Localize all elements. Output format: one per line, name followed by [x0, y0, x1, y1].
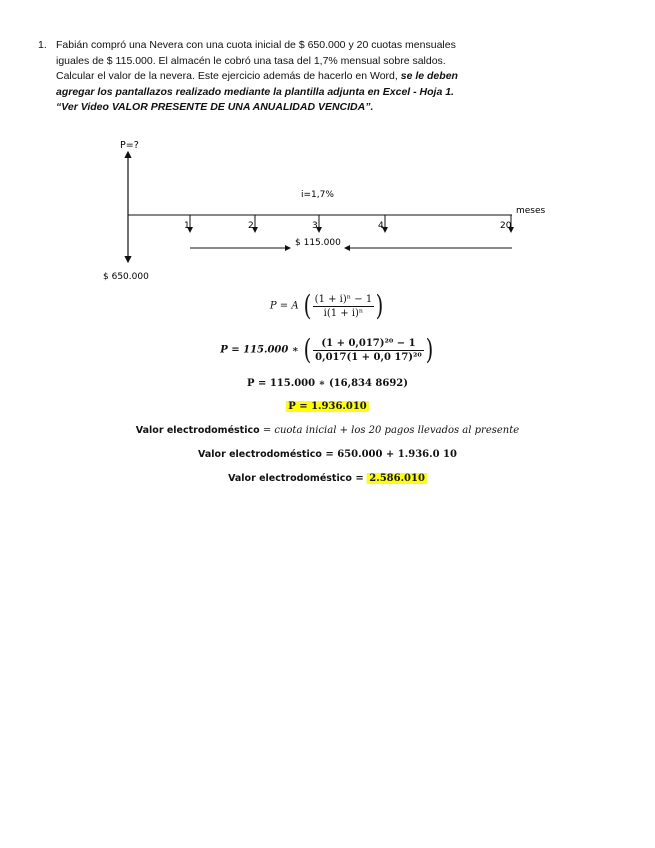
total-sum-expression: = 650.000 + 1.936.0 10 [325, 449, 457, 460]
formula-fraction [313, 294, 375, 319]
result-line [0, 401, 655, 412]
factor-line: P = 115.000 ∗ (16,834 8692) [246, 378, 408, 389]
problem-number: 1. [38, 39, 47, 51]
substituted-numerator: (1 + 0,017)²⁰ − 1 [313, 338, 424, 351]
problem-line-2: iguales de $ 115.000. El almacén le cobró una tasa del 1,7% mensual sobre saldos. [56, 54, 446, 67]
period-payments [190, 215, 511, 232]
total-value-label: Valor electrodoméstico [228, 473, 352, 484]
result-highlight: P = 1.936.010 [288, 401, 367, 412]
period-label-1: 1 [184, 221, 190, 231]
present-value-label: P=? [120, 140, 139, 151]
problem-emphasis-line-2: “Ver Video VALOR PRESENTE DE UNA ANUALIDAD VENCIDA”. [56, 101, 374, 113]
cash-flow-diagram [0, 0, 655, 300]
total-sum [0, 449, 655, 460]
total-definition-label: Valor electrodoméstico [135, 425, 260, 436]
rate-label: i=1,7% [301, 190, 334, 200]
axis-label: meses [516, 206, 546, 216]
total-value-equals: = [355, 473, 364, 484]
total-definition-expression: = cuota inicial + los 20 pagos llevados al presente [262, 425, 520, 436]
period-label-2: 2 [248, 221, 254, 231]
total-sum-label: Valor electrodoméstico [198, 449, 322, 460]
problem-line-1: Fabián compró una Nevera con una cuota inicial de $ 650.000 y 20 cuotas mensuales [56, 39, 456, 51]
problem-line-3-text: Calcular el valor de la nevera. Este ejercicio además de hacerlo en Word, [56, 70, 398, 82]
substituted-lhs: P = 115.000 ∗ [220, 344, 299, 356]
payment-label: $ 115.000 [295, 238, 341, 248]
substituted-fraction [313, 338, 424, 363]
total-definition [0, 425, 655, 436]
substituted-formula: P = 115.000 ∗ ( $\frac{\text{(1 + 0,017)²⁰ − 1}}{\text{0,017(1 + 0,0 17)²⁰}}$ ) [220, 333, 434, 366]
problem-emphasis-inline: se le deben [400, 70, 458, 82]
period-label-4: 4 [378, 221, 384, 231]
annuity-formula: P = A ( $\frac{\text{(1 + i)ⁿ − 1}}{\text{i(1 + i)ⁿ}}$ ) [269, 289, 384, 322]
initial-payment-label: $ 650.000 [103, 272, 149, 282]
formula-denominator: i(1 + i)ⁿ [323, 307, 364, 319]
total-value-highlight: 2.586.010 [369, 473, 425, 484]
formula-numerator: (1 + i)ⁿ − 1 [314, 293, 373, 305]
problem-emphasis-line-1: agregar los pantallazos realizado mediante la plantilla adjunta en Excel - Hoja 1. [56, 85, 454, 98]
period-label-20: 20 [500, 221, 512, 231]
total-value-line [0, 473, 655, 484]
period-label-3: 3 [312, 221, 318, 231]
formula-lhs: P = A [269, 300, 299, 312]
substituted-denominator: 0,017(1 + 0,0 17)²⁰ [315, 351, 422, 363]
